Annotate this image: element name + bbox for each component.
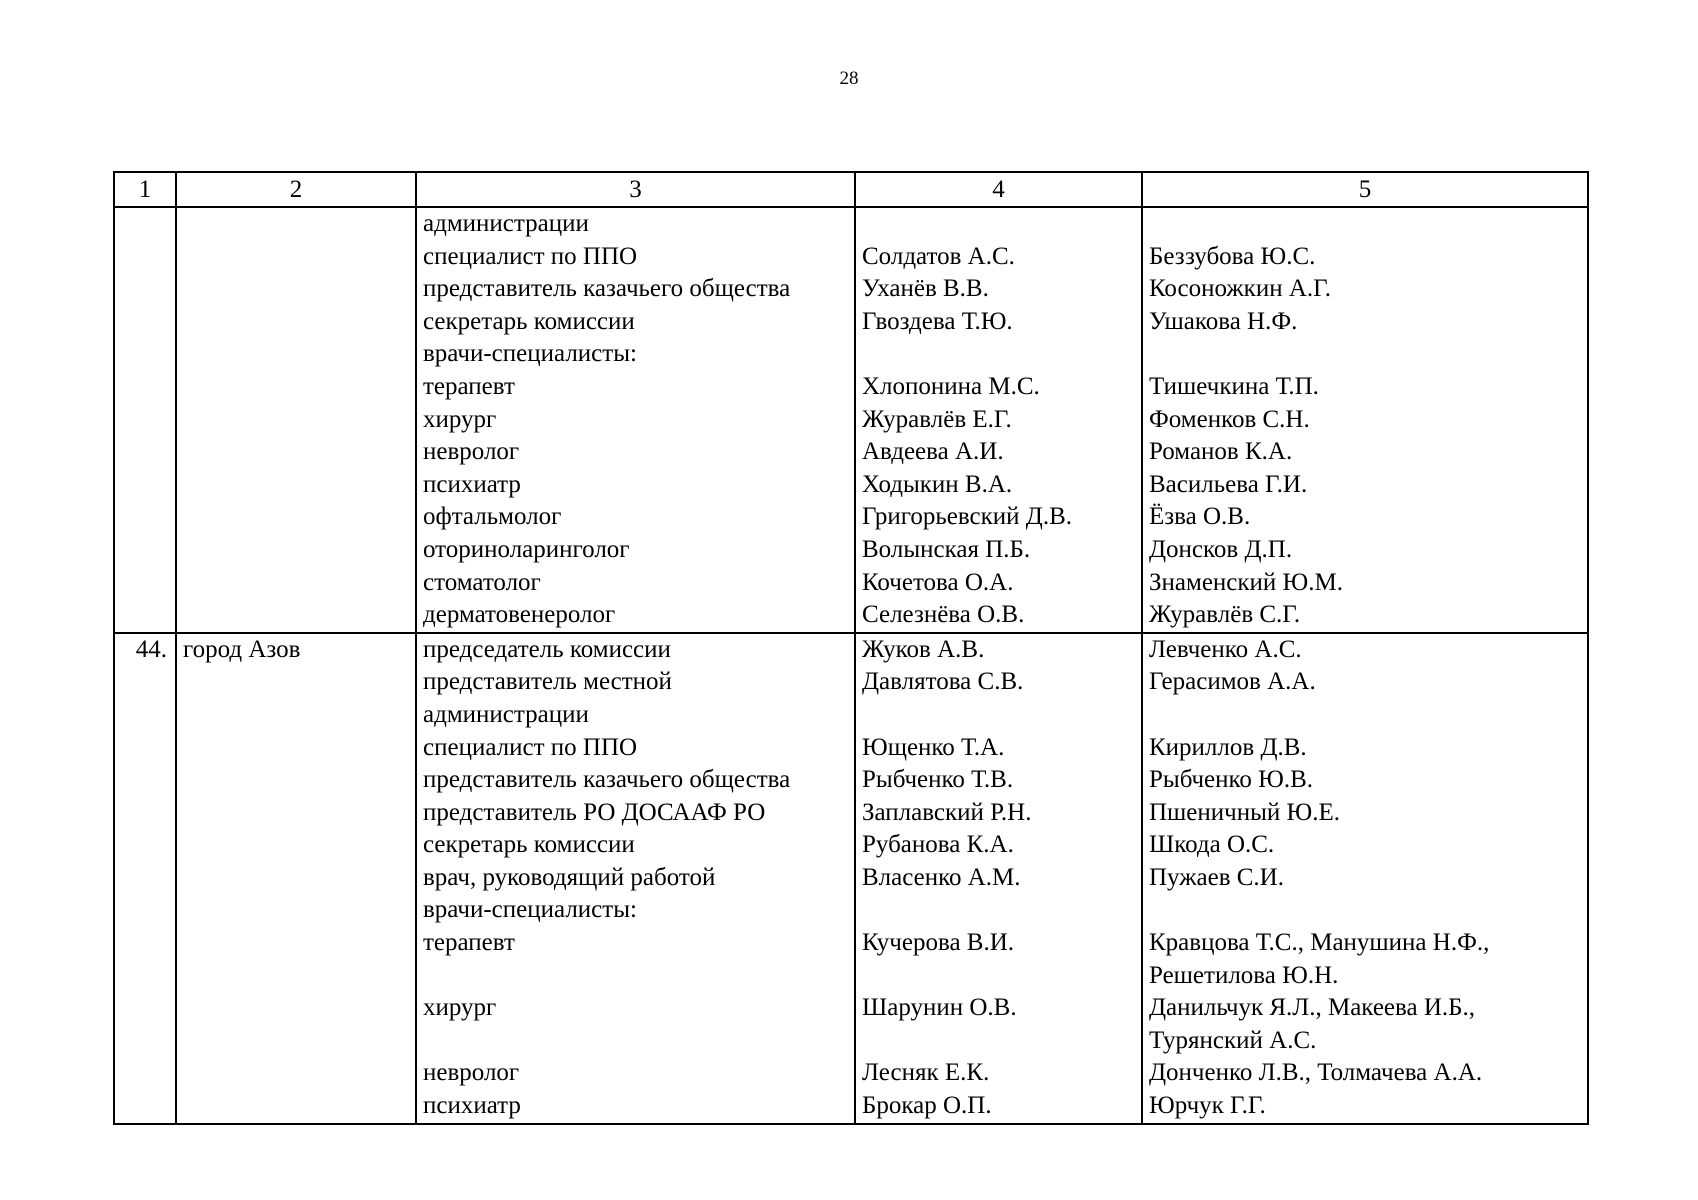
- reserve-member-name: Решетилова Ю.Н.: [1149, 961, 1339, 989]
- reserve-member-name: [1149, 208, 1581, 241]
- member-name-cell: [855, 207, 1142, 633]
- row-number: [114, 207, 176, 633]
- header-row: [114, 172, 1588, 207]
- commission-role: администрации: [423, 700, 589, 728]
- reserve-member-name: Донченко Л.В., Толмачева А.А.: [1149, 1059, 1483, 1087]
- reserve-member-name: [1149, 338, 1581, 371]
- commission-role: психиатр: [423, 470, 521, 498]
- member-name: Жуков А.В.: [862, 635, 985, 663]
- commission-role: администрации: [423, 210, 589, 237]
- reserve-member-name: Левченко А.С.: [1149, 635, 1302, 663]
- table-row: [114, 207, 1588, 633]
- reserve-member-name: Васильева Г.И.: [1149, 470, 1308, 498]
- commission-role: секретарь комиссии: [423, 831, 635, 859]
- reserve-member-name: Герасимов А.А.: [1149, 668, 1316, 696]
- member-name-cell: [855, 633, 1142, 1124]
- column-header-3: 3: [416, 172, 855, 207]
- member-name: [862, 960, 1135, 993]
- commission-role: хирург: [423, 994, 497, 1022]
- member-name: Рыбченко Т.В.: [862, 766, 1014, 794]
- member-name: Григорьевский Д.В.: [862, 503, 1073, 531]
- table-row: [114, 633, 1588, 1124]
- member-name: Солдатов А.С.: [862, 242, 1015, 270]
- reserve-member-name: Рыбченко Ю.В.: [1149, 766, 1314, 794]
- reserve-member-name: Донсков Д.П.: [1149, 535, 1293, 563]
- commission-role: врач, руководящий работой: [423, 863, 716, 891]
- commission-role: врачи-специалисты:: [423, 340, 637, 368]
- member-name: Кучерова В.И.: [862, 929, 1015, 957]
- reserve-member-name: Фоменков С.Н.: [1149, 405, 1310, 433]
- reserve-member-name: Кравцова Т.С., Манушина Н.Ф.,: [1149, 929, 1490, 957]
- member-name: Давлятова С.В.: [862, 668, 1024, 696]
- member-name: Рубанова К.А.: [862, 831, 1014, 859]
- row-number: 44.: [114, 633, 176, 1124]
- commission-role: [423, 960, 848, 993]
- member-name: [862, 1025, 1135, 1058]
- page-number: 28: [839, 68, 859, 89]
- commission-role-cell: [416, 207, 855, 633]
- commission-role: специалист по ППО: [423, 242, 638, 270]
- commission-role: представитель местной: [423, 668, 672, 696]
- reserve-member-name: Ушакова Н.Ф.: [1149, 307, 1298, 335]
- reserve-member-name: Пужаев С.И.: [1149, 863, 1284, 891]
- member-name: Хлопонина М.С.: [862, 372, 1040, 400]
- member-name: Гвоздева Т.Ю.: [862, 307, 1013, 335]
- reserve-member-name-cell: [1142, 207, 1588, 633]
- reserve-member-name: Беззубова Ю.С.: [1149, 242, 1316, 270]
- commission-role-cell: [416, 633, 855, 1124]
- reserve-member-name: Кириллов Д.В.: [1149, 733, 1307, 761]
- commission-role: невролог: [423, 438, 520, 466]
- member-name: [862, 338, 1135, 371]
- reserve-member-name: Знаменский Ю.М.: [1149, 568, 1343, 596]
- member-name: Журавлёв Е.Г.: [862, 405, 1012, 433]
- column-header-5: 5: [1142, 172, 1588, 207]
- commission-role: невролог: [423, 1059, 520, 1087]
- member-name: Авдеева А.И.: [862, 438, 1004, 466]
- commission-table: [113, 171, 1589, 1125]
- reserve-member-name: Юрчук Г.Г.: [1149, 1092, 1266, 1120]
- commission-role: дерматовенеролог: [423, 601, 616, 629]
- member-name: Кочетова О.А.: [862, 568, 1014, 596]
- commission-role: специалист по ППО: [423, 733, 638, 761]
- reserve-member-name: Романов К.А.: [1149, 438, 1293, 466]
- reserve-member-name: Турянский А.С.: [1149, 1026, 1317, 1054]
- member-name: [862, 699, 1135, 732]
- commission-role: терапевт: [423, 929, 515, 957]
- member-name: Волынская П.Б.: [862, 535, 1031, 563]
- table-body: [114, 207, 1588, 1124]
- commission-role: хирург: [423, 405, 497, 433]
- reserve-member-name: Косоножкин А.Г.: [1149, 275, 1332, 303]
- commission-role: представитель РО ДОСААФ РО: [423, 798, 766, 826]
- member-name: Ющенко Т.А.: [862, 733, 1005, 761]
- commission-role: представитель казачьего общества: [423, 275, 791, 303]
- commission-role: секретарь комиссии: [423, 307, 635, 335]
- municipality-name: город Азов: [176, 633, 416, 1124]
- member-name: Заплавский Р.Н.: [862, 798, 1032, 826]
- member-name: Селезнёва О.В.: [862, 601, 1025, 629]
- reserve-member-name: Шкода О.С.: [1149, 831, 1275, 859]
- commission-role: психиатр: [423, 1092, 521, 1120]
- column-header-4: 4: [855, 172, 1142, 207]
- reserve-member-name: [1149, 894, 1581, 927]
- commission-role: врачи-специалисты:: [423, 896, 637, 924]
- member-name: [862, 894, 1135, 927]
- commission-role: стоматолог: [423, 568, 541, 596]
- reserve-member-name: Данильчук Я.Л., Макеева И.Б.,: [1149, 994, 1476, 1022]
- member-name: Власенко А.М.: [862, 863, 1021, 891]
- commission-role: офтальмолог: [423, 503, 562, 531]
- member-name: Шарунин О.В.: [862, 994, 1017, 1022]
- member-name: Брокар О.П.: [862, 1092, 992, 1120]
- reserve-member-name: Пшеничный Ю.Е.: [1149, 798, 1341, 826]
- commission-role: представитель казачьего общества: [423, 766, 791, 794]
- commission-role: [423, 1025, 848, 1058]
- reserve-member-name: Журавлёв С.Г.: [1149, 601, 1301, 629]
- column-header-2: 2: [176, 172, 416, 207]
- commission-role: оториноларинголог: [423, 535, 630, 563]
- member-name: [862, 208, 1135, 241]
- reserve-member-name: [1149, 699, 1581, 732]
- reserve-member-name: Тишечкина Т.П.: [1149, 372, 1319, 400]
- reserve-member-name: Ёзва О.В.: [1149, 503, 1251, 531]
- reserve-member-name-cell: [1142, 633, 1588, 1124]
- member-name: Лесняк Е.К.: [862, 1059, 990, 1087]
- member-name: Ходыкин В.А.: [862, 470, 1013, 498]
- municipality-name: [176, 207, 416, 633]
- commission-role: председатель комиссии: [423, 635, 671, 663]
- commission-role: терапевт: [423, 372, 515, 400]
- column-header-1: 1: [114, 172, 176, 207]
- member-name: Уханёв В.В.: [862, 275, 989, 303]
